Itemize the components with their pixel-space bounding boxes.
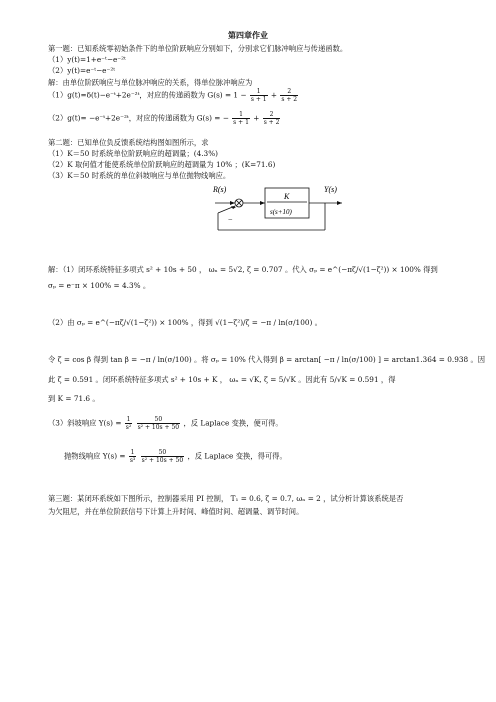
q2-answer-2-line-3: 此 ζ = 0.591 。闭环系统特征多项式 s² + 10s + K ， ωₙ = √K, ζ = 5/√K 。因此有 5/√K = 0.591 ，得	[48, 375, 396, 384]
q2-answer-2-line-2: 令 ζ = cos β 得到 tan β = −π / ln(σ/100) 。将 σₚ = 10% 代入得到 β = arctan[ −π / ln(σ/100) ] = arctan1.364 = 0.938 。因	[48, 355, 486, 364]
q1-case-1: （1）y(t)=1+e⁻ᵗ−e⁻²ᵗ	[48, 55, 126, 64]
arrow-head	[337, 201, 342, 205]
gain-label: K	[284, 192, 290, 201]
denominator: s + 2	[263, 119, 280, 126]
numerator: 1	[232, 111, 250, 119]
ramp-fraction-a	[125, 416, 132, 431]
q1-stem: 第一题：已知系统零初始条件下的单位阶跃响应分别如下，分别求它们脉冲响应与传递函数。	[48, 44, 348, 53]
q2-answer-2-line-4: 到 K = 71.6 。	[48, 394, 100, 403]
parabola-note: ，反 Laplace 变换，得可得。	[187, 451, 287, 461]
ramp-note: ，反 Laplace 变换，便可得。	[183, 418, 283, 428]
plant-label: s(s+10)	[270, 208, 292, 216]
q2-answer-3-parabola	[64, 449, 287, 464]
q1-solution-intro: 解：由单位阶跃响应与单位脉冲响应的关系，得单位脉冲响应为	[48, 78, 253, 87]
q2-answer-1-line-1: 解：（1）闭环系统特征多项式 s² + 10s + 50 ， ωₙ = 5√2, ζ = 0.707 。代入 σₚ = e^(−πζ/√(1−ζ²)) × 100% 得到	[48, 265, 438, 274]
q2-item-3: （3）K＝50 时系统的单位斜坡响应与单位抛物线响应。	[48, 171, 231, 180]
numerator: 50	[137, 416, 181, 424]
denominator: s² + 10s + 50	[141, 457, 184, 464]
q2-item-2: （2）K 取何值才能使系统单位阶跃响应的超调量为 10% ；(K=71.6)	[48, 160, 276, 169]
q2-item-1: （1）K＝50 时系统单位阶跃响应的超调量；(4.3%)	[48, 149, 218, 158]
denominator: s² + 10s + 50	[137, 424, 180, 431]
input-label: R(s)	[213, 185, 227, 194]
q1-s2-text: （2）g(t)= −e⁻ᵗ+2e⁻²ᵗ，对应的传递函数为 G(s) = −	[48, 113, 229, 123]
plus-sign: +	[270, 90, 278, 100]
minus-sign: −	[228, 215, 233, 224]
page-title: 第四章作业	[228, 31, 268, 40]
parabola-fraction-b	[141, 449, 185, 464]
numerator: 1	[130, 449, 135, 456]
denominator: s + 1	[250, 96, 267, 103]
denominator: s²	[125, 424, 132, 431]
q2-answer-3-ramp	[48, 416, 283, 431]
q1-case-2: （2）y(t)=e⁻ᵗ−e⁻²ᵗ	[48, 66, 116, 75]
denominator: s + 2	[281, 96, 298, 103]
denominator: s³	[129, 457, 136, 464]
q3-line-1: 第三题：某闭环系统如下图所示，控制器采用 PI 控制， T₁ = 0.6, ζ = 0.7, ωₙ = 2 ，试分析计算该系统是否	[48, 494, 404, 503]
denominator: s + 1	[233, 119, 249, 126]
ramp-label: （3）斜坡响应 Y(s) =	[48, 418, 122, 428]
numerator: 1	[250, 88, 268, 96]
arrow-head	[260, 201, 265, 205]
q3-line-2: 为欠阻尼，并在单位阶跃信号下计算上升时间、峰值时间、超调量、调节时间。	[48, 507, 304, 516]
q1-s1-text: （1）g(t)=δ(t)−e⁻ᵗ+2e⁻²ᵗ，对应的传递函数为 G(s) = 1 −	[48, 90, 247, 100]
numerator: 1	[126, 416, 131, 423]
q2-answer-2-line-1: （2）由 σₚ = e^(−πζ/√(1−ζ²)) × 100% ，得到 √(1−ζ²)/ζ = −π / ln(σ/100) 。	[48, 318, 322, 327]
q2-stem: 第二题：已知单位负反馈系统结构图如图所示，求	[48, 138, 209, 147]
parabola-fraction-a	[129, 449, 136, 464]
q2-answer-1-line-2: σₚ = e⁻π × 100% = 4.3% 。	[48, 281, 151, 290]
ramp-fraction-b	[137, 416, 181, 431]
output-label: Y(s)	[324, 185, 337, 194]
plus-sign: +	[253, 113, 260, 123]
arrow-head	[230, 201, 235, 205]
numerator: 50	[141, 449, 185, 457]
numerator: 2	[263, 111, 281, 119]
numerator: 2	[280, 88, 298, 96]
parabola-label: 抛物线响应 Y(s) =	[64, 451, 126, 461]
